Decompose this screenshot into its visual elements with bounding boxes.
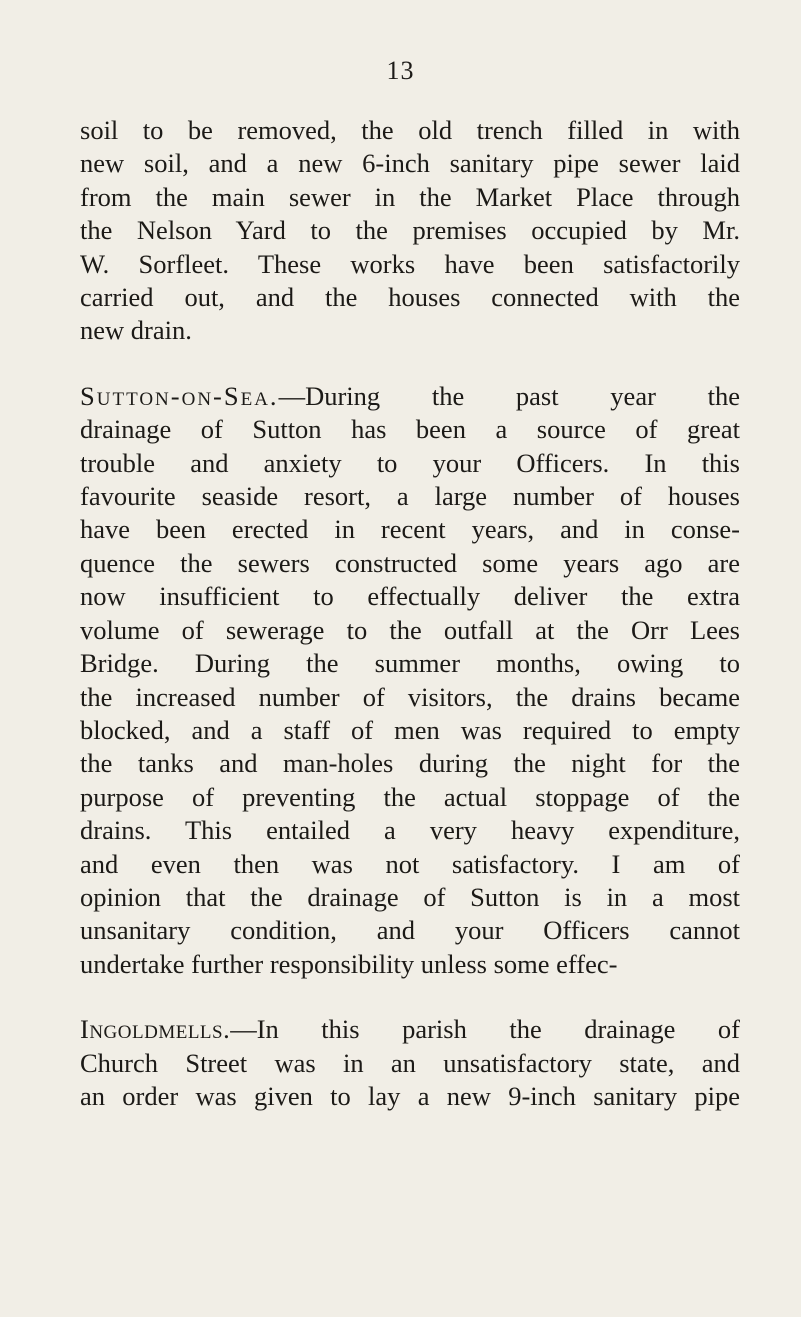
text-line xyxy=(80,1013,740,1046)
text-line: purpose of preventing the actual stoppage of the xyxy=(80,781,740,812)
text-line: the increased number of visitors, the drains became xyxy=(80,681,740,712)
section-heading-sutton-on-sea: Sutton-on-Sea. xyxy=(80,380,279,411)
text-line: now insufficient to effectually deliver the extra xyxy=(80,581,740,612)
section-heading-ingoldmells: Ingoldmells. xyxy=(80,1014,231,1045)
paragraph-spacer xyxy=(80,348,740,380)
text-line: trouble and anxiety to your Officers. In this xyxy=(80,447,740,478)
text-line: new drain. xyxy=(80,315,192,346)
text-line: soil to be removed, the old trench filled in with xyxy=(80,115,740,145)
text-line: drains. This entailed a very heavy expenditure, xyxy=(80,815,740,846)
text-line: from the main sewer in the Market Place through xyxy=(80,181,740,212)
heading-continuation: —In this parish the drainage of xyxy=(230,1014,740,1045)
text-line: W. Sorfleet. These works have been satisfactorily xyxy=(80,248,740,279)
text-line: volume of sewerage to the outfall at the Orr Lees xyxy=(80,614,740,645)
text-line: the Nelson Yard to the premises occupied by Mr. xyxy=(80,215,740,246)
heading-continuation: —During the past year the xyxy=(278,380,740,411)
text-line: Bridge. During the summer months, owing to xyxy=(80,648,740,679)
paragraph-drain-works xyxy=(80,114,740,348)
body-text xyxy=(80,114,740,1113)
text-line: drainage of Sutton has been a source of great xyxy=(80,414,740,445)
paragraph-ingoldmells xyxy=(80,1013,740,1113)
text-line: have been erected in recent years, and in conse- xyxy=(80,514,740,545)
text-line: an order was given to lay a new 9-inch sanitary pipe xyxy=(80,1080,740,1111)
text-line: Church Street was in an unsatisfactory state, and xyxy=(80,1047,740,1078)
text-line: favourite seaside resort, a large number of houses xyxy=(80,481,740,512)
text-line: undertake further responsibility unless some effec- xyxy=(80,948,618,979)
text-line: carried out, and the houses connected with the xyxy=(80,282,740,313)
text-line xyxy=(80,380,740,413)
text-line: and even then was not satisfactory. I am of xyxy=(80,848,740,879)
text-line: blocked, and a staff of men was required to empty xyxy=(80,714,740,745)
text-line: the tanks and man-holes during the night for the xyxy=(80,748,740,779)
page-number: 13 xyxy=(386,56,415,85)
paragraph-spacer xyxy=(80,981,740,1013)
text-line: unsanitary condition, and your Officers cannot xyxy=(80,915,740,946)
text-line: quence the sewers constructed some years ago are xyxy=(80,547,740,578)
text-line: new soil, and a new 6-inch sanitary pipe sewer laid xyxy=(80,148,740,179)
text-line: opinion that the drainage of Sutton is in a most xyxy=(80,881,740,912)
paragraph-sutton-on-sea xyxy=(80,380,740,981)
